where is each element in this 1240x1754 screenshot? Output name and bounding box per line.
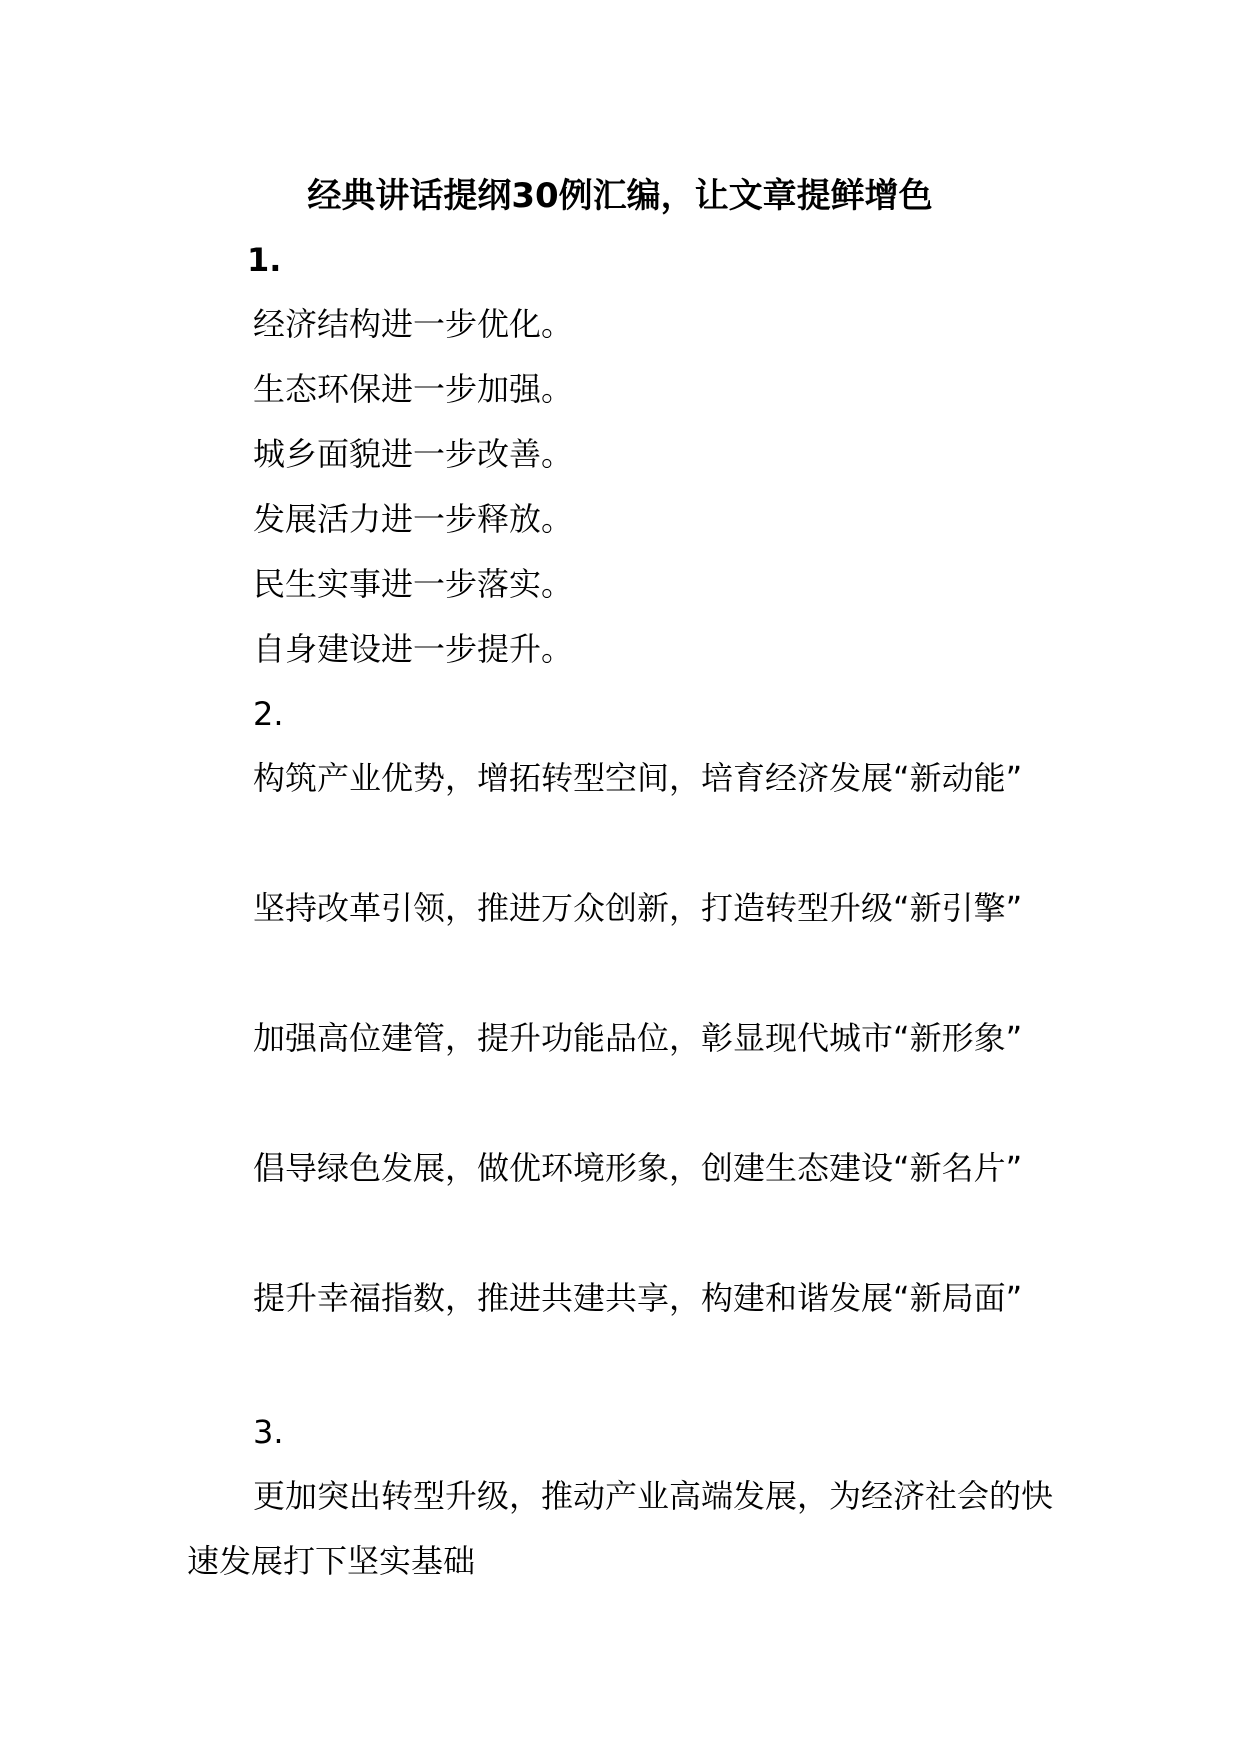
section-2-number: 2. bbox=[253, 695, 284, 733]
section-2-paragraph-5: 提升幸福指数，推进共建共享，构建和谐发展“新局面” bbox=[253, 1279, 1023, 1317]
section-1-line-4: 发展活力进一步释放。 bbox=[253, 500, 574, 538]
section-1-line-1: 经济结构进一步优化。 bbox=[253, 305, 574, 343]
section-2-paragraph-2: 坚持改革引领，推进万众创新，打造转型升级“新引擎” bbox=[253, 889, 1023, 927]
section-3-paragraph-1: 更加突出转型升级，推动产业高端发展，为经济社会的快速发展打下坚实基础 bbox=[187, 1477, 1054, 1580]
section-1-line-6: 自身建设进一步提升。 bbox=[253, 630, 574, 668]
section-2-paragraph-3: 加强高位建管，提升功能品位，彰显现代城市“新形象” bbox=[253, 1019, 1023, 1057]
section-1-line-2: 生态环保进一步加强。 bbox=[253, 370, 574, 408]
section-1-line-3: 城乡面貌进一步改善。 bbox=[253, 435, 574, 473]
document-title: 经典讲话提纲30例汇编，让文章提鲜增色 bbox=[307, 176, 933, 216]
section-1-line-5: 民生实事进一步落实。 bbox=[253, 565, 574, 603]
section-3-number: 3. bbox=[253, 1413, 284, 1451]
section-2-paragraph-4: 倡导绿色发展，做优环境形象，创建生态建设“新名片” bbox=[253, 1149, 1023, 1187]
section-2-paragraph-1: 构筑产业优势，增拓转型空间，培育经济发展“新动能” bbox=[253, 759, 1023, 797]
section-1-number: 1. bbox=[247, 241, 282, 279]
